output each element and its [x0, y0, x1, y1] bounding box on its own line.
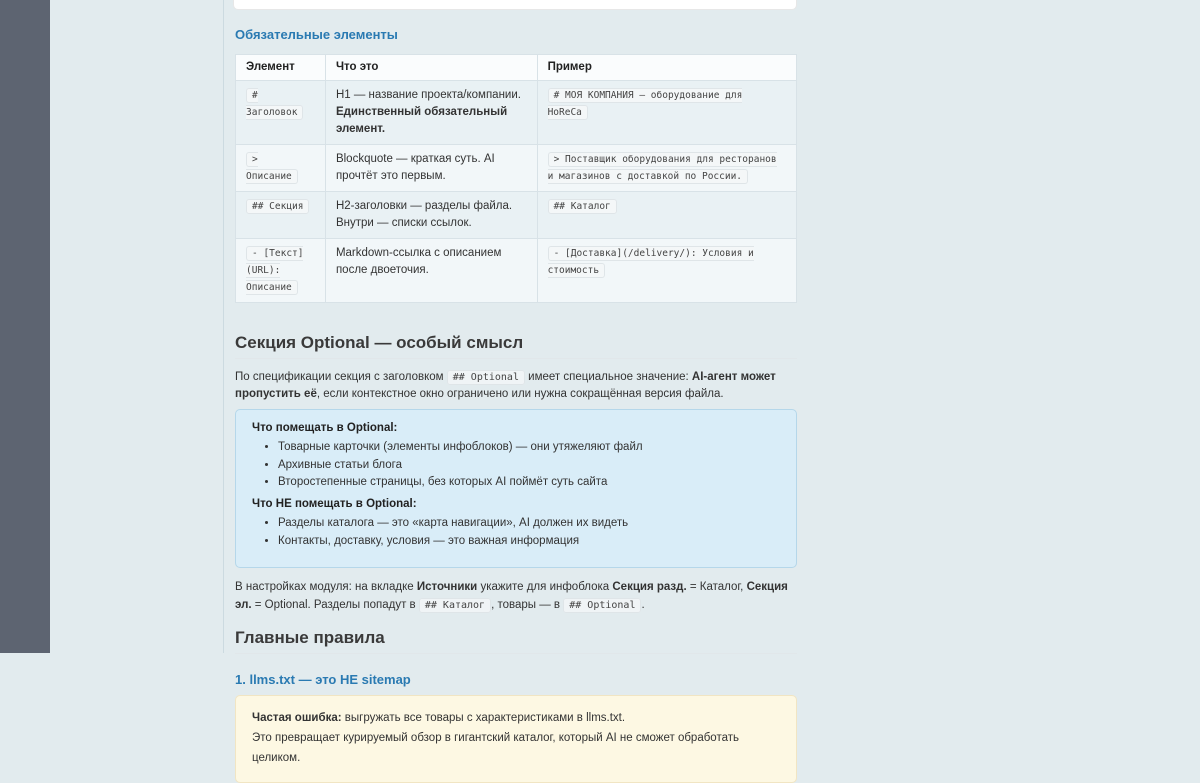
inline-code: ## Optional [447, 370, 525, 385]
bold-text: Частая ошибка: [252, 711, 342, 724]
exclude-list [252, 515, 780, 549]
common-mistake-warning-box [235, 695, 797, 783]
example-cell [537, 239, 796, 303]
description-cell [325, 239, 537, 303]
list-item: • Товарные карточки (элементы инфоблоков) — они утяжеляют файл [278, 439, 780, 455]
inline-code: # МОЯ КОМПАНИЯ — оборудование для HoReCa [547, 90, 743, 118]
text-span: . [641, 598, 645, 611]
column-header-what: Что это [325, 55, 537, 81]
settings-note-paragraph [235, 578, 797, 614]
table-row [236, 239, 797, 303]
table-row [236, 145, 797, 192]
text-span: H1 — название проекта/компании. [335, 89, 521, 101]
documentation-content [235, 0, 797, 764]
text-span: = Каталог, [686, 580, 747, 593]
text-span: Это превращает курируемый обзор в гигантский каталог, который AI не сможет обработать целиком. [252, 731, 739, 764]
bold-text: Секция эл. [235, 580, 788, 611]
list-item: • Второстепенные страницы, без которых AI поймёт суть сайта [278, 474, 780, 490]
text-span: имеет специальное значение: [524, 371, 692, 383]
warning-line-2 [252, 728, 780, 768]
text-span: , если контекстное окно ограничено или нужна сокращённая версия файла. [316, 388, 724, 400]
warning-line-1 [252, 708, 780, 728]
bold-text: AI-агент может пропустить её [235, 371, 776, 400]
text-span: выгружать все товары с характеристиками в llms.txt. [341, 711, 626, 724]
include-list [252, 439, 780, 490]
inline-code: ## Каталог [419, 598, 491, 613]
text-span: , товары — в [491, 598, 564, 611]
required-elements-table [235, 54, 797, 303]
element-cell [236, 192, 326, 239]
bold-text: Единственный обязательный элемент. [335, 106, 508, 135]
list-item: • Контакты, доставку, условия — это важная информация [278, 533, 780, 549]
text-span: укажите для инфоблока [477, 580, 613, 593]
rule1-title: 1. llms.txt — это НЕ sitemap [235, 671, 411, 687]
inline-code: # Заголовок [246, 88, 303, 120]
list-item: • Архивные статьи блога [278, 457, 780, 473]
column-header-example: Пример [537, 55, 796, 81]
example-cell [537, 145, 796, 192]
exclude-subtitle: Что НЕ помещать в Optional: [252, 498, 417, 510]
text-span: = Optional. Разделы попадут в [251, 598, 419, 611]
element-cell [236, 239, 326, 303]
description-cell [325, 81, 537, 145]
list-item: • Разделы каталога — это «карта навигации», AI должен их видеть [278, 515, 780, 531]
optional-info-box [235, 409, 797, 568]
required-elements-title: Обязательные элементы [235, 27, 398, 42]
inline-code: - [Текст](URL): Описание [246, 248, 304, 293]
rules-section-heading: Главные правила [235, 628, 797, 654]
inline-code: > Поставщик оборудования для ресторанов и магазинов с доставкой по России. [547, 154, 777, 182]
optional-intro-paragraph [235, 369, 797, 403]
text-span: В настройках модуля: на вкладке [235, 580, 417, 593]
table-row [236, 81, 797, 145]
clipped-top-card [233, 0, 797, 10]
include-subtitle: Что помещать в Optional: [252, 422, 398, 434]
element-cell [236, 145, 326, 192]
inline-code: ## Optional [563, 598, 641, 613]
bold-text: Секция разд. [612, 580, 687, 593]
column-header-element: Элемент [236, 55, 326, 81]
example-cell [537, 81, 796, 145]
description-cell [325, 145, 537, 192]
inline-code: ## Секция [246, 199, 309, 214]
content-panel-divider [223, 0, 224, 653]
left-sidebar [0, 0, 50, 653]
description-cell [325, 192, 537, 239]
element-cell [236, 81, 326, 145]
inline-code: ## Каталог [548, 199, 617, 214]
text-span: По спецификации секция с заголовком [235, 371, 447, 383]
optional-section-heading: Секция Optional — особый смысл [235, 333, 797, 359]
inline-code: > Описание [246, 152, 298, 184]
table-row [236, 192, 797, 239]
example-cell [537, 192, 796, 239]
table-header-row [236, 55, 797, 81]
bold-text: Источники [416, 580, 478, 593]
text-span: Markdown-ссылка с описанием после двоеточия. [335, 247, 502, 276]
inline-code: - [Доставка](/delivery/): Условия и стоимость [547, 248, 754, 276]
text-span: Blockquote — краткая суть. AI прочтёт это первым. [335, 153, 495, 182]
text-span: H2-заголовки — разделы файла. Внутри — списки ссылок. [335, 200, 513, 229]
